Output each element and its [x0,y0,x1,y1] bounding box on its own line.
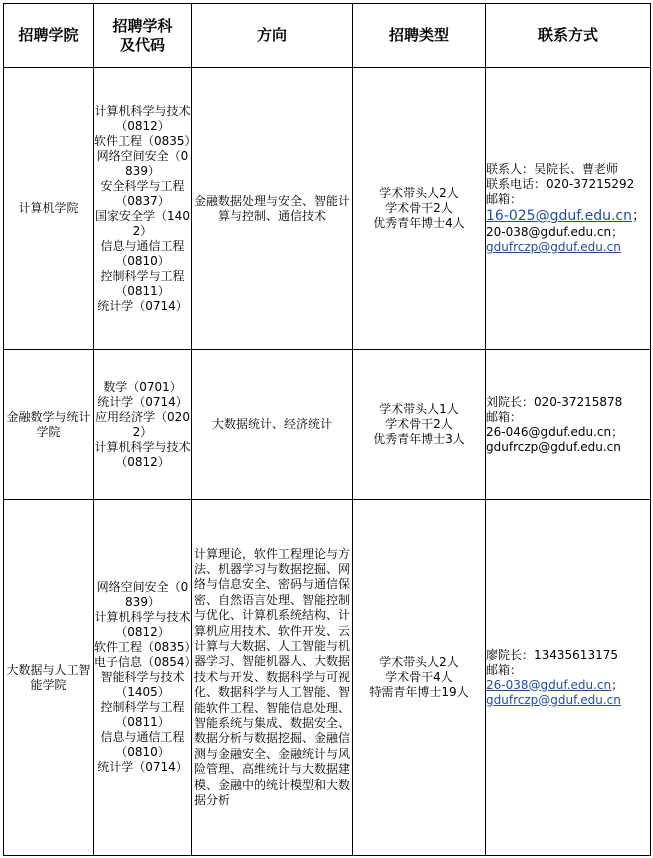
subject-item: 计算机科学与技术（0812） [94,610,191,639]
subject-item: 智能科学与技术（1405） [100,670,185,699]
college-cell: 计算机学院 [4,68,94,350]
subject-cell [94,68,197,350]
header-type: 招聘类型 [353,4,486,68]
separator: ； [611,677,624,692]
college-cell: 金融数学与统计学院 [4,350,94,500]
email-link[interactable]: gdufrczp@gduf.edu.cn [486,240,621,254]
contact-cell [486,68,651,350]
contact-phone: 联系电话：020-37215292 [486,177,635,191]
email-text: gdufrczp@gduf.edu.cn [486,439,621,454]
type-item: 特需青年博士19人 [369,685,469,699]
subject-item: 电子信息（0854） [94,655,197,669]
contact-person: 联系人：吴院长、曹老师 [486,162,619,176]
contact-person: 廖院长：13435613175 [486,647,618,662]
email-link[interactable]: gdufrczp@gduf.edu.cn [486,692,621,707]
header-row [4,4,651,68]
subject-cell [94,500,197,856]
subject-item: 统计学（0714） [97,760,188,774]
subject-item: 软件工程（0835） [94,133,197,148]
contact-cell [486,500,651,856]
email-link[interactable]: 26-038@gduf.edu.cn [486,677,612,692]
subject-cell [94,350,192,500]
type-item: 学术骨干4人 [385,670,453,684]
college-cell: 大数据与人工智能学院 [4,500,94,856]
subject-item: 数学（0701） [103,379,182,394]
type-item: 学术带头人1人 [379,402,459,416]
type-item: 学术带头人2人 [379,655,459,669]
header-contact: 联系方式 [486,4,651,68]
direction-cell: 计算理论，软件工程理论与方法、机器学习与数据挖掘、网络与信息安全、密码与通信保密、自然语言处理、智能控制与优化、计算机系统结构、计算机应用技术、软件开发、云计算与大数据、人工智能与机器学习、智能机器人、大数据技术与开发、数据科学与可视化、数据科学与人工智能、智能软件工程、智能信息处理、智能系统与集成、数据安全、数据分析与数据挖掘、金融信测与金融安全、金融统计与风险管理、高维统计与大数据建模、金融中的统计模型和大数据分析 [192,500,353,856]
type-item: 学术骨干2人 [385,201,453,215]
contact-person: 刘院长：020-37215878 [486,394,623,409]
email-text: 26-046@gduf.edu.cn [486,424,612,439]
email-label: 邮箱： [486,192,523,206]
subject-item: 安全科学与工程（0837） [100,178,185,208]
contact-cell [486,350,651,500]
type-item: 优秀青年博士3人 [373,432,465,446]
subject-item: 信息与通信工程（0810） [100,238,185,268]
type-item: 学术骨干2人 [385,417,453,431]
type-cell [353,500,486,856]
subject-item: 网络空间安全（0839） [96,580,189,609]
type-item: 优秀青年博士4人 [373,216,465,230]
subject-item: 控制科学与工程（0811） [100,268,185,298]
subject-item: 网络空间安全（0839） [96,148,189,178]
subject-item: 信息与通信工程（0810） [100,730,185,759]
header-direction: 方向 [192,4,353,68]
recruitment-table [3,3,651,856]
subject-item: 国家安全学（1402） [95,208,190,238]
header-college: 招聘学院 [4,4,94,68]
subject-item: 计算机科学与技术（0812） [94,103,191,133]
email-label: 邮箱： [486,662,523,677]
email-text: 20-038@gduf.edu.cn [486,225,612,239]
email-label: 邮箱： [486,409,523,424]
type-cell [353,350,486,500]
subject-item: 计算机科学与技术（0812） [94,439,191,469]
email-link[interactable]: 16-025@gduf.edu.cn [486,208,632,224]
subject-item: 应用经济学（0202） [95,409,190,439]
subject-item: 控制科学与工程（0811） [100,700,185,729]
type-cell [353,68,486,350]
table-row [4,68,651,350]
separator: ； [632,208,646,224]
separator: ； [611,225,624,239]
separator: ； [611,424,624,439]
table-row [4,500,651,856]
table-row [4,350,651,500]
direction-cell: 金融数据处理与安全、智能计算与控制、通信技术 [192,68,353,350]
direction-cell: 大数据统计、经济统计 [192,350,353,500]
subject-item: 软件工程（0835） [94,640,197,654]
subject-item: 统计学（0714） [97,298,188,313]
type-item: 学术带头人2人 [379,186,459,200]
subject-item: 统计学（0714） [97,394,188,409]
header-subject: 招聘学科及代码 [94,4,192,68]
